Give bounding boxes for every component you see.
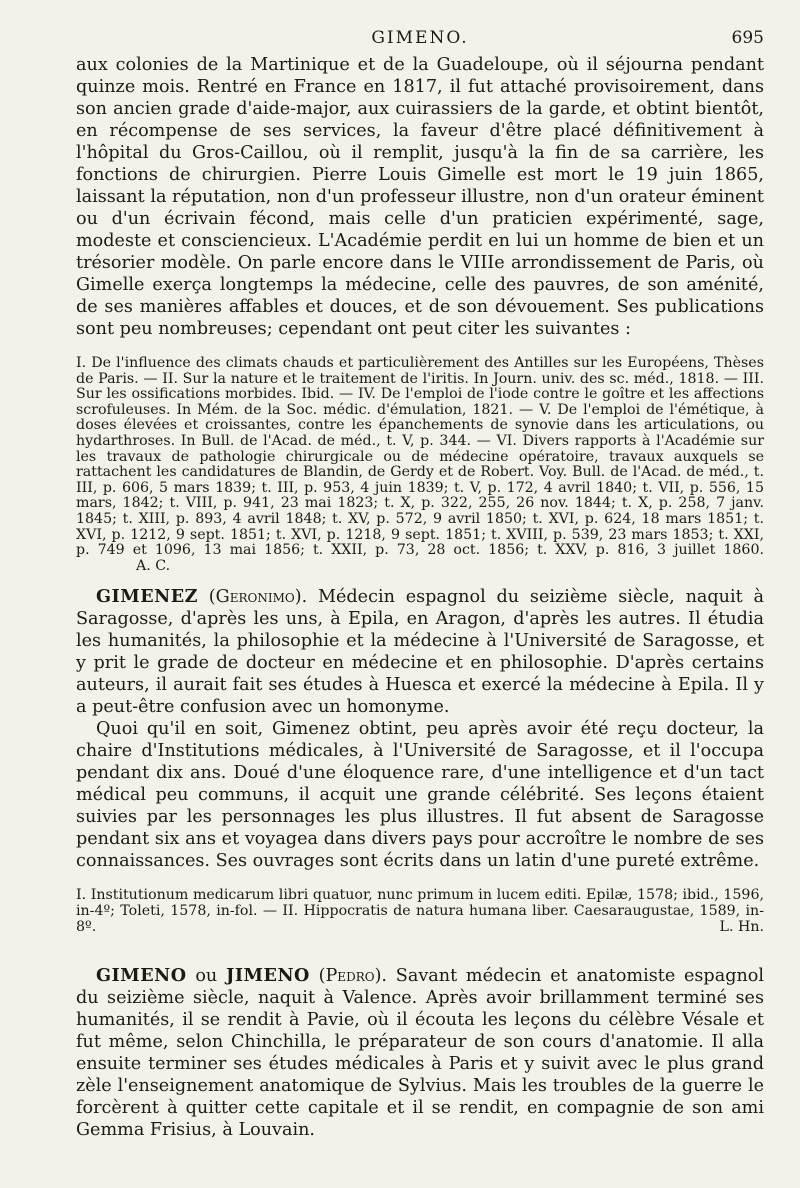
gimenez-bibliography	[76, 888, 764, 935]
gimelle-paragraph: aux colonies de la Martinique et de la Guadeloupe, où il séjourna pendant quinze mois. Rentré en France en 1817, il fut attaché provisoirement, dans son ancien grade d'aide-major, aux cuirassiers de la garde, et obtint bientôt, en récompense de ses services, la faveur d'être placé définitivement à l'hôpital du Gros-Caillou, où il remplit, jusqu'à la fin de sa carrière, les fonctions de chirurgien. Pierre Louis Gimelle est mort le 19 juin 1865, laissant la réputation, non d'un professeur illustre, non d'un orateur éminent ou d'un écrivain fécond, mais celle d'un praticien expérimenté, sage, modeste et consciencieux. L'Académie perdit en lui un homme de bien et un trésorier modèle. On parle encore dans le VIIIe arrondissement de Paris, où Gimelle exerça longtemps la médecine, celle des pauvres, de son aménité, de ses manières affables et douces, et de son dévouement. Ses publications sont peu nombreuses; cependant ont peut citer les suivantes :	[76, 55, 764, 339]
gimeno-paragraph-text: Savant médecin et anatomiste espagnol du seizième siècle, naquit à Valence. Après avoir brillamment terminé ses humanités, il se rendit à Pavie, où il écouta les leçons du célèbre Vésale et fut même, selon Chinchilla, le préparateur de son cours d'anatomie. Il alla ensuite terminer ses études médicales à Paris et y suivit avec le plus grand zèle l'enseignement anatomique de Sylvius. Mais les troubles de la guerre le forcèrent à quitter cette capitale et il se rendit, en compagnie de son ami Gemma Frisius, à Louvain.	[76, 966, 765, 1141]
gimeno-headword: GIMENO	[96, 965, 187, 987]
gimenez-paragraph-1	[76, 586, 764, 718]
gimenez-signature: L. Hn.	[719, 918, 764, 935]
gimelle-signature: A. C.	[136, 557, 171, 574]
page-number: 695	[731, 28, 764, 48]
gimeno-given-name: (Pedro).	[318, 966, 388, 987]
gimenez-paragraph-1-text: Médecin espagnol du seizième siècle, naquit à Saragosse, d'après les uns, à Epila, en Aragon, d'après les autres. Il étudia les humanités, la philosophie et la médecine à l'Université de Saragosse, et y prit le grade de docteur en médecine et en philosophie. D'après certains auteurs, il aurait fait ses études à Huesca et exercé la médecine à Epila. Il y a peut-être confusion avec un homonyme.	[76, 587, 764, 718]
entry-gap	[76, 947, 764, 965]
gimelle-bibliography	[76, 356, 764, 574]
gimeno-alt-headword: JIMENO	[226, 965, 310, 987]
gimenez-given-name: (Geronimo).	[208, 587, 308, 608]
running-title: GIMENO.	[371, 28, 469, 48]
gimenez-bibliography-text: I. Institutionum medicarum libri quatuor, nunc primum in lucem editi. Epilæ, 1578; ibid., 1596, in-4º; Toleti, 1578, in-fol. — II. Hippocratis de natura humana liber. Caesaraugustae, 1589, in-8º.	[76, 887, 764, 935]
gimenez-headword: GIMENEZ	[96, 586, 198, 608]
gimeno-or: ou	[195, 966, 218, 987]
gimenez-paragraph-2: Quoi qu'il en soit, Gimenez obtint, peu après avoir été reçu docteur, la chaire d'Institutions médicales, à l'Université de Saragosse, et il l'occupa pendant dix ans. Doué d'une éloquence rare, d'une intelligence et d'un tact médical peu communs, il acquit une grande célébrité. Ses leçons étaient suivies par les personnages les plus illustres. Il fut absent de Saragosse pendant six ans et voyagea dans divers pays pour accroître le nombre de ses connaissances. Ses ouvrages sont écrits dans un latin d'une pureté extrême.	[76, 719, 764, 872]
gimelle-bibliography-text: I. De l'influence des climats chauds et particulièrement des Antilles sur les Européens, Thèses de Paris. — II. Sur la nature et le traitement de l'iritis. In Journ. univ. des sc. méd., 1818. — III. Sur les ossifications morbides. Ibid. — IV. De l'emploi de l'iode contre le goître et les affections scrofuleuses. In Mém. de la Soc. médic. d'émulation, 1821. — V. De l'emploi de l'émétique, à doses élevées et croissantes, contre les épanchements de synovie dans les articulations, ou hydarthroses. In Bull. de l'Acad. de méd., t. V, p. 344. — VI. Divers rapports à l'Académie sur les travaux de pathologie chirurgicale ou de médecine opératoire, travaux auxquels se rattachent les candidatures de Blandin, de Gerdy et de Robert. Voy. Bull. de l'Acad. de méd., t. III, p. 606, 5 mars 1839; t. III, p. 953, 4 juin 1839; t. V, p. 172, 4 avril 1840; t. VII, p. 556, 15 mars, 1842; t. VIII, p. 941, 23 mai 1823; t. X, p. 322, 255, 26 nov. 1844; t. X, p. 258, 7 janv. 1845; t. XIII, p. 893, 4 avril 1848; t. XV, p. 572, 9 avril 1850; t. XVI, p. 624, 18 mars 1851; t. XVI, p. 1212, 9 sept. 1851; t. XVI, p. 1218, 9 sept. 1851; t. XVIII, p. 539, 23 mars 1853; t. XXI, p. 749 et 1096, 13 mai 1856; t. XXII, p. 73, 28 oct. 1856; t. XXV, p. 816, 3 juillet 1860.	[76, 355, 764, 559]
running-head	[76, 24, 764, 54]
gimeno-paragraph	[76, 965, 764, 1141]
